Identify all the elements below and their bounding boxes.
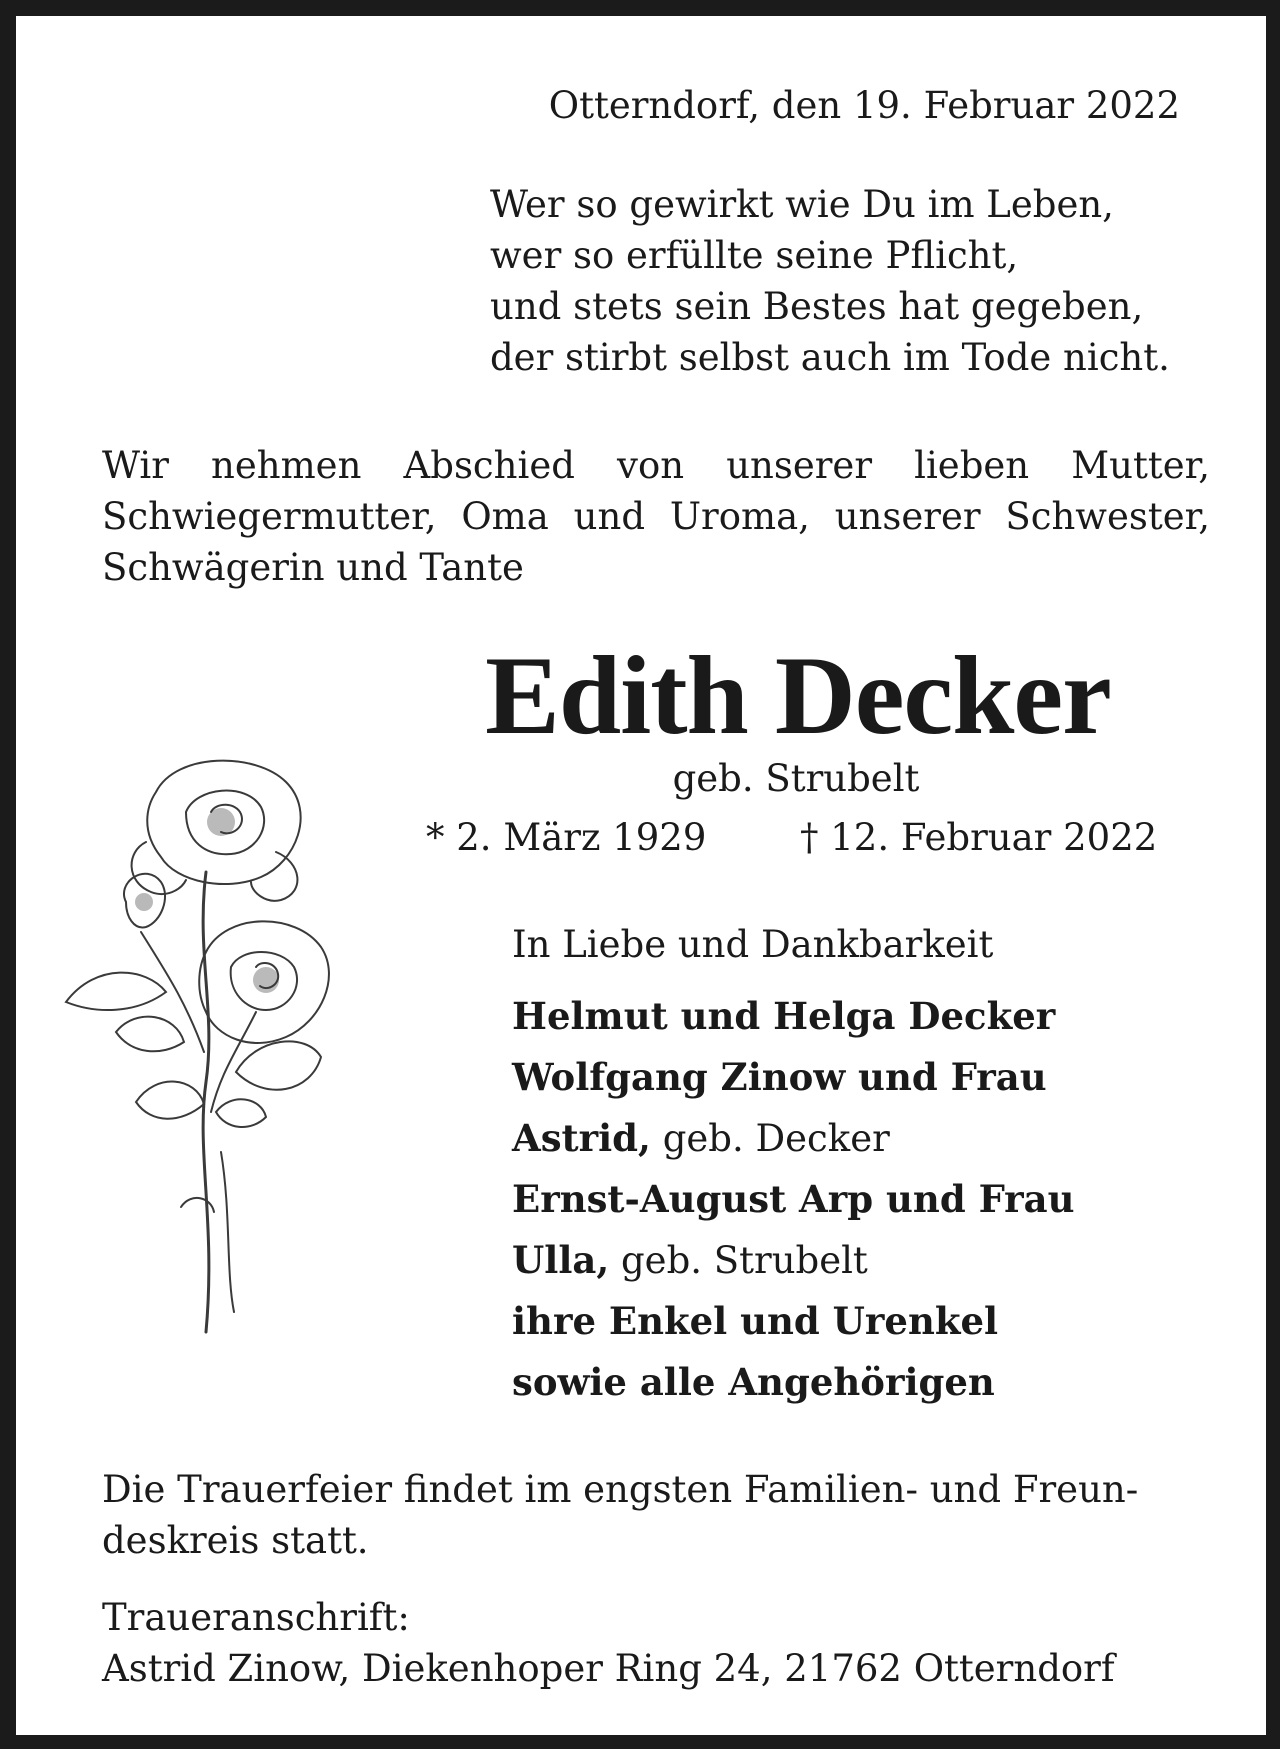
death-date: † 12. Februar 2022	[800, 816, 1158, 859]
funeral-line: Die Trauerfeier findet im engsten Familien- und Freun-	[102, 1468, 1139, 1511]
rose-icon	[56, 752, 346, 1352]
poem	[490, 179, 1170, 383]
poem-line: Wer so gewirkt wie Du im Leben,	[490, 183, 1114, 226]
farewell-intro	[102, 440, 1210, 593]
deceased-name: Edith Decker	[485, 634, 1111, 758]
mourners-list	[512, 986, 1075, 1413]
mourner-name: sowie alle Angehörigen	[512, 1360, 995, 1404]
mourner-name: Wolfgang Zinow und Frau	[512, 1055, 1047, 1099]
address-text: Astrid Zinow, Diekenhoper Ring 24, 21762 Otterndorf	[102, 1647, 1115, 1690]
intro-line: Wir nehmen Abschied von unserer lieben Mutter,	[102, 444, 1210, 487]
list-item	[512, 1291, 1075, 1352]
list-item	[512, 986, 1075, 1047]
mourner-name: Ulla,	[512, 1238, 610, 1282]
poem-line: der stirbt selbst auch im Tode nicht.	[490, 336, 1170, 379]
funeral-line: deskreis statt.	[102, 1519, 369, 1562]
mourner-name: Helmut und Helga Decker	[512, 994, 1056, 1038]
intro-line: Schwägerin und Tante	[102, 546, 524, 589]
place-date: Otterndorf, den 19. Februar 2022	[548, 84, 1180, 127]
address-label: Traueranschrift:	[102, 1596, 410, 1639]
intro-line: Schwiegermutter, Oma und Uroma, unserer Schwester,	[102, 495, 1210, 538]
mourner-name: Ernst-August Arp und Frau	[512, 1177, 1075, 1221]
list-item	[512, 1230, 1075, 1291]
maiden-name: geb. Strubelt	[672, 757, 920, 800]
mourner-name: Astrid,	[512, 1116, 651, 1160]
mourner-note: geb. Strubelt	[609, 1239, 868, 1282]
poem-line: und stets sein Bestes hat gegeben,	[490, 285, 1144, 328]
poem-line: wer so erfüllte seine Pflicht,	[490, 234, 1019, 277]
mourner-note: geb. Decker	[650, 1117, 890, 1160]
list-item	[512, 1047, 1075, 1108]
list-item	[512, 1169, 1075, 1230]
list-item	[512, 1352, 1075, 1413]
list-item	[512, 1108, 1075, 1169]
mourner-name: ihre Enkel und Urenkel	[512, 1299, 999, 1343]
funeral-note	[102, 1464, 1212, 1566]
birth-date: * 2. März 1929	[426, 816, 707, 859]
closing-phrase: In Liebe und Dankbarkeit	[512, 923, 994, 966]
